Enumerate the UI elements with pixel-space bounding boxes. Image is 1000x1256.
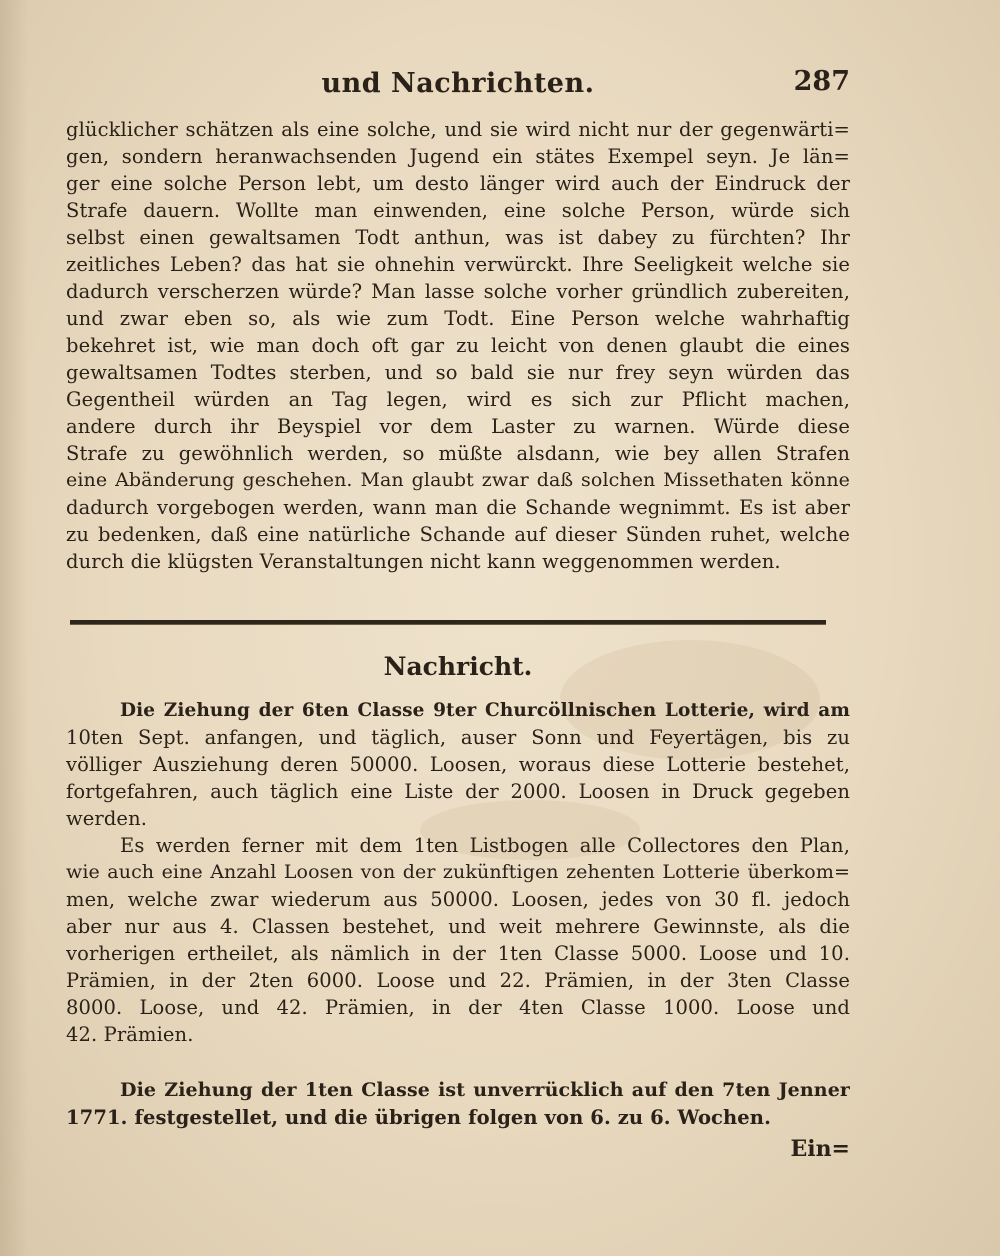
- text-line: 8000. Loose, und 42. Prämien, in der 4ten Classe 1000. Loose und: [66, 996, 850, 1019]
- page-number: 287: [793, 66, 850, 97]
- paragraph-first-class-drawing: [66, 1077, 850, 1131]
- page-gutter-shadow: [0, 0, 28, 1256]
- text-line: 42. Prämien.: [66, 1023, 194, 1046]
- text-line: zu bedenken, daß eine natürliche Schande auf dieser Sünden ruhet, welche: [66, 523, 850, 546]
- text-line: dadurch verscherzen würde? Man lasse solche vorher gründlich zubereiten,: [66, 280, 850, 303]
- text-line: Die Ziehung der 6ten Classe 9ter Churcöllnischen Lotterie, wird am: [120, 700, 850, 721]
- text-line: vorherigen ertheilet, als nämlich in der 1ten Classe 5000. Loose und 10.: [66, 942, 850, 965]
- text-line: wie auch eine Anzahl Loosen von der zukünftigen zehenten Lotterie überkom=: [66, 861, 850, 883]
- text-line: aber nur aus 4. Classen bestehet, und weit mehrere Gewinnste, als die: [66, 915, 850, 938]
- text-line: ger eine solche Person lebt, um desto länger wird auch der Eindruck der: [66, 172, 850, 195]
- paragraph-lottery-drawing: [66, 697, 850, 1048]
- text-line: glücklicher schätzen als eine solche, und sie wird nicht nur der gegenwärti=: [66, 118, 850, 141]
- text-line: fortgefahren, auch täglich eine Liste der 2000. Loosen in Druck gegeben: [66, 780, 850, 803]
- text-line: men, welche zwar wiederum aus 50000. Loosen, jedes von 30 fl. jedoch: [66, 888, 850, 911]
- catchword: Ein=: [790, 1136, 850, 1162]
- text-line: völliger Ausziehung deren 50000. Loosen, woraus diese Lotterie bestehet,: [66, 753, 850, 776]
- text-line: Es werden ferner mit dem 1ten Listbogen alle Collectores den Plan,: [120, 834, 850, 857]
- text-line: 1771. festgestellet, und die übrigen folgen von 6. zu 6. Wochen.: [66, 1106, 771, 1129]
- text-line: gen, sondern heranwachsenden Jugend ein stätes Exempel seyn. Je län=: [66, 145, 850, 168]
- running-title: und Nachrichten.: [321, 68, 595, 99]
- page-header: [66, 62, 850, 102]
- text-line: Die Ziehung der 1ten Classe ist unverrücklich auf den 7ten Jenner: [120, 1079, 850, 1101]
- text-line: werden.: [66, 807, 148, 830]
- text-line: Strafe dauern. Wollte man einwenden, eine solche Person, würde sich: [66, 199, 850, 222]
- text-line: 10ten Sept. anfangen, und täglich, auser Sonn und Feyertägen, bis zu: [66, 726, 850, 749]
- text-line: bekehret ist, wie man doch oft gar zu leicht von denen glaubt die eines: [66, 334, 850, 357]
- text-line: gewaltsamen Todtes sterben, und so bald sie nur frey seyn würden das: [66, 361, 850, 384]
- text-line: Prämien, in der 2ten 6000. Loose und 22. Prämien, in der 3ten Classe: [66, 969, 850, 992]
- text-line: andere durch ihr Beyspiel vor dem Laster zu warnen. Würde diese: [66, 415, 850, 438]
- text-line: Strafe zu gewöhnlich werden, so müßte alsdann, wie bey allen Strafen: [66, 442, 850, 465]
- section-heading: Nachricht.: [383, 652, 533, 681]
- text-line: Gegentheil würden an Tag legen, wird es sich zur Pflicht machen,: [66, 388, 850, 411]
- text-line: selbst einen gewaltsamen Todt anthun, was ist dabey zu fürchten? Ihr: [66, 226, 850, 249]
- section-divider-rule: [70, 620, 826, 625]
- text-line: eine Abänderung geschehen. Man glaubt zwar daß solchen Missethaten könne: [66, 469, 850, 491]
- text-line: dadurch vorgebogen werden, wann man die Schande wegnimmt. Es ist aber: [66, 496, 850, 519]
- text-line: durch die klügsten Veranstaltungen nicht kann weggenommen werden.: [66, 550, 781, 573]
- text-line: zeitliches Leben? das hat sie ohnehin verwürckt. Ihre Seeligkeit welche sie: [66, 253, 850, 276]
- paragraph-main: [66, 116, 850, 575]
- text-line: und zwar eben so, als wie zum Todt. Eine Person welche wahrhaftig: [66, 307, 850, 330]
